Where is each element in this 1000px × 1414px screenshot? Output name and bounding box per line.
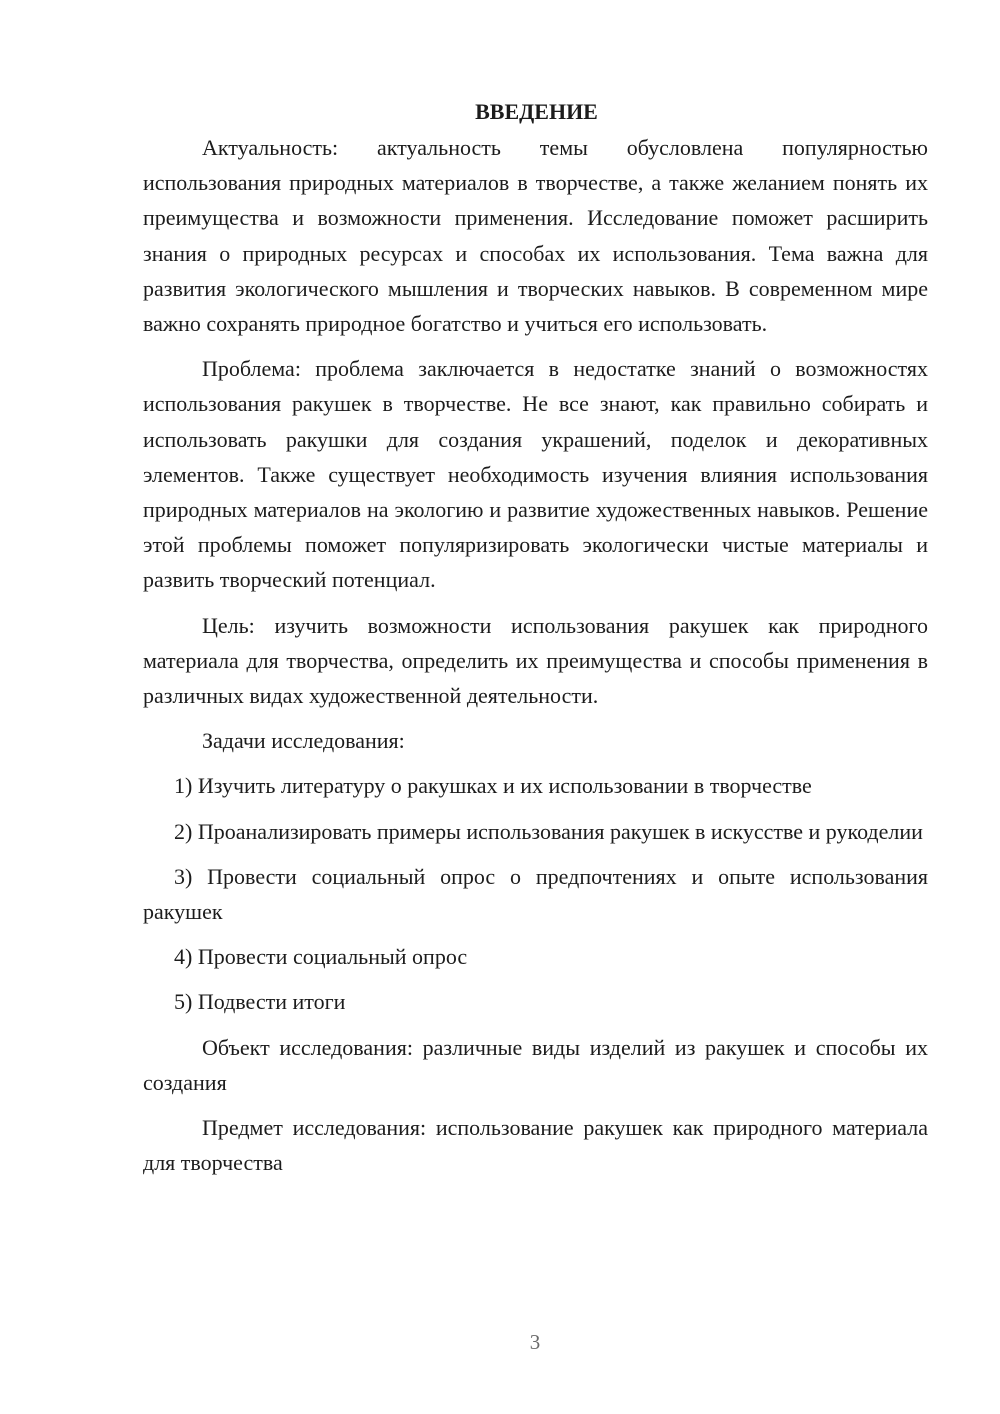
paragraph-subject: Предмет исследования: использование ракушек как природного материала для творчества (143, 1115, 928, 1176)
task-item-3: 3) Провести социальный опрос о предпочтениях и опыте использования ракушек (143, 863, 928, 925)
page-content (143, 94, 928, 1180)
paragraph-goal: Цель: изучить возможности использования ракушек как природного материала для творчества, определить их преимущества и способы применения в различных видах художественной деятельности. (143, 612, 928, 709)
paragraph-object: Объект исследования: различные виды изделий из ракушек и способы их создания (143, 1034, 928, 1095)
paragraph-relevance: Актуальность: актуальность темы обусловлена популярностью использования природных материалов в творчестве, а также желанием понять их преимущества и возможности применения. Исследование поможет расширить знания о природных ресурсах и способах их использования. Тема важна для развития экологического мышления и творческих навыков. В современном мире важно сохранять природное богатство и учиться его использовать. (143, 135, 928, 337)
page-number: 3 (529, 1330, 541, 1354)
paragraph-problem: Проблема: проблема заключается в недостатке знаний о возможностях использования ракушек в творчестве. Не все знают, как правильно собирать и использовать ракушки для создания украшений, поделок и декоративных элементов. Также существует необходимость изучения влияния использования природных материалов на экологию и развитие художественных навыков. Решение этой проблемы поможет популяризировать экологически чистые материалы и развить творческий потенциал. (143, 356, 928, 593)
paragraph-tasks-heading: Задачи исследования: (202, 728, 405, 754)
page-title: ВВЕДЕНИЕ (475, 99, 598, 124)
task-item-4: 4) Провести социальный опрос (174, 944, 468, 970)
task-item-5: 5) Подвести итоги (174, 989, 346, 1015)
task-item-1: 1) Изучить литературу о ракушках и их использовании в творчестве (174, 773, 812, 799)
task-item-2: 2) Проанализировать примеры использования ракушек в искусстве и рукоделии (174, 818, 923, 844)
